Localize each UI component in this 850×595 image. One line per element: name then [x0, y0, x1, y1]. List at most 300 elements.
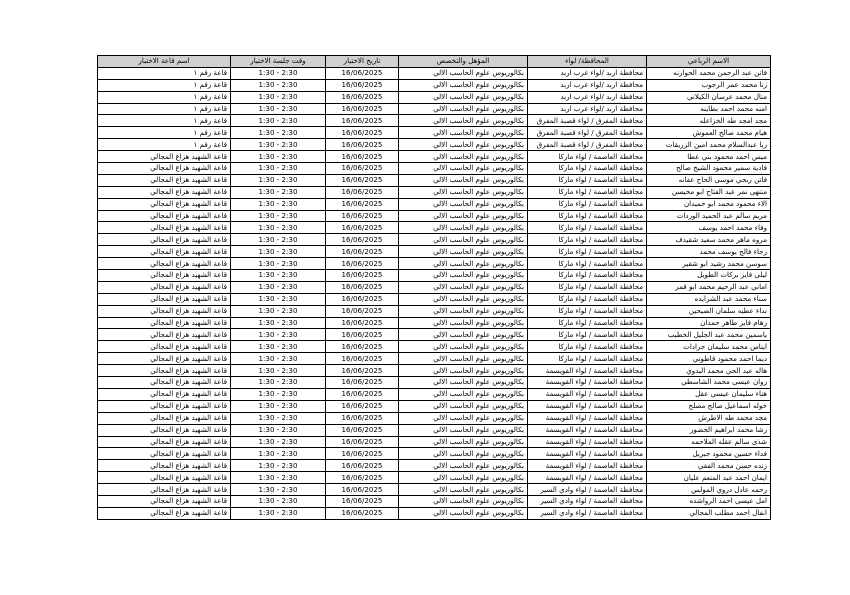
cell-hall: قاعة الشهيد هزاع المجالي — [98, 388, 231, 400]
cell-qualification: بكالوريوس علوم الحاسب الالي — [399, 329, 528, 341]
cell-governorate: محافظة العاصمة / لواء القويسمة — [528, 460, 647, 472]
cell-test-date-value: 16/06/2025 — [341, 246, 383, 256]
cell-name: فاتن عبد الرحمن محمد الحوارنه — [647, 67, 771, 79]
cell-session-time-value: 1:30 - 2:30 — [258, 127, 298, 137]
cell-hall: قاعة الشهيد هزاع المجالي — [98, 234, 231, 246]
cell-test-date-value: 16/06/2025 — [341, 139, 383, 149]
table-row — [98, 67, 771, 79]
cell-test-date — [326, 436, 399, 448]
cell-qualification: بكالوريوس علوم الحاسب الالي — [399, 341, 528, 353]
cell-session-time-value: 1:30 - 2:30 — [258, 115, 298, 125]
cell-session-time-value: 1:30 - 2:30 — [258, 389, 298, 399]
cell-test-date-value: 16/06/2025 — [341, 163, 383, 173]
cell-test-date-value: 16/06/2025 — [341, 187, 383, 197]
cell-session-time — [231, 317, 326, 329]
cell-session-time — [231, 460, 326, 472]
cell-name: هناء سليمان عيسى عقل — [647, 388, 771, 400]
cell-test-date — [326, 174, 399, 186]
cell-name: رحمه عادل دروي المولس — [647, 484, 771, 496]
table-row — [98, 448, 771, 460]
cell-governorate: محافظة العاصمة / لواء القويسمة — [528, 436, 647, 448]
cell-governorate: محافظة العاصمة / لواء القويسمة — [528, 472, 647, 484]
cell-test-date-value: 16/06/2025 — [341, 234, 383, 244]
cell-session-time-value: 1:30 - 2:30 — [258, 163, 298, 173]
cell-test-date-value: 16/06/2025 — [341, 484, 383, 494]
cell-test-date-value: 16/06/2025 — [341, 329, 383, 339]
table-row — [98, 317, 771, 329]
cell-hall: قاعة الشهيد هزاع المجالي — [98, 341, 231, 353]
cell-hall: قاعة الشهيد هزاع المجالي — [98, 460, 231, 472]
cell-session-time — [231, 210, 326, 222]
table-row — [98, 103, 771, 115]
cell-hall: قاعة الشهيد هزاع المجالي — [98, 329, 231, 341]
cell-qualification: بكالوريوس علوم الحاسب الالي — [399, 163, 528, 175]
cell-session-time — [231, 495, 326, 507]
cell-session-time — [231, 412, 326, 424]
cell-session-time — [231, 222, 326, 234]
cell-session-time — [231, 163, 326, 175]
table-row — [98, 460, 771, 472]
cell-session-time-value: 1:30 - 2:30 — [258, 329, 298, 339]
cell-name: ربا عبدالسلام محمد امين الزريقات — [647, 139, 771, 151]
cell-qualification: بكالوريوس علوم الحاسب الالي — [399, 495, 528, 507]
cell-session-time-value: 1:30 - 2:30 — [258, 508, 298, 518]
cell-test-date — [326, 377, 399, 389]
header-governorate: المحافظة/ لواء — [528, 56, 647, 68]
cell-governorate: محافظة العاصمة / لواء ماركا — [528, 305, 647, 317]
cell-governorate: محافظة العاصمة / لواء القويسمة — [528, 412, 647, 424]
header-row — [98, 56, 771, 68]
header-name: الاسم الرباعي — [647, 56, 771, 68]
cell-session-time — [231, 472, 326, 484]
cell-hall: قاعة الشهيد هزاع المجالي — [98, 377, 231, 389]
cell-governorate: محافظة العاصمة / لواء ماركا — [528, 210, 647, 222]
table-row — [98, 495, 771, 507]
cell-test-date — [326, 484, 399, 496]
cell-hall: قاعة الشهيد هزاع المجالي — [98, 163, 231, 175]
cell-name: ياسمين محمد عبد الجليل الخطيب — [647, 329, 771, 341]
cell-session-time-value: 1:30 - 2:30 — [258, 211, 298, 221]
cell-test-date-value: 16/06/2025 — [341, 127, 383, 137]
header-test-date: تاريخ الاختبار — [326, 56, 399, 68]
cell-test-date — [326, 472, 399, 484]
cell-session-time — [231, 365, 326, 377]
cell-test-date — [326, 495, 399, 507]
cell-session-time-value: 1:30 - 2:30 — [258, 92, 298, 102]
table-row — [98, 127, 771, 139]
cell-governorate: محافظة العاصمة / لواء ماركا — [528, 174, 647, 186]
cell-hall: قاعة الشهيد هزاع المجالي — [98, 305, 231, 317]
cell-qualification: بكالوريوس علوم الحاسب الالي — [399, 388, 528, 400]
cell-governorate: محافظة العاصمة / لواء ماركا — [528, 258, 647, 270]
cell-test-date — [326, 91, 399, 103]
cell-session-time-value: 1:30 - 2:30 — [258, 151, 298, 161]
table-row — [98, 234, 771, 246]
cell-name: مجد امجد طه الخزاعله — [647, 115, 771, 127]
cell-qualification: بكالوريوس علوم الحاسب الالي — [399, 103, 528, 115]
table-row — [98, 507, 771, 519]
cell-test-date — [326, 317, 399, 329]
cell-name: مروه ماهر محمد سعيد شقيدف — [647, 234, 771, 246]
cell-session-time-value: 1:30 - 2:30 — [258, 425, 298, 435]
cell-hall: قاعة الشهيد هزاع المجالي — [98, 151, 231, 163]
table-row — [98, 210, 771, 222]
cell-qualification: بكالوريوس علوم الحاسب الالي — [399, 115, 528, 127]
cell-session-time — [231, 91, 326, 103]
cell-governorate: محافظة العاصمة / لواء ماركا — [528, 281, 647, 293]
cell-qualification: بكالوريوس علوم الحاسب الالي — [399, 365, 528, 377]
cell-session-time-value: 1:30 - 2:30 — [258, 377, 298, 387]
cell-session-time — [231, 127, 326, 139]
cell-qualification: بكالوريوس علوم الحاسب الالي — [399, 67, 528, 79]
cell-test-date — [326, 139, 399, 151]
cell-test-date-value: 16/06/2025 — [341, 151, 383, 161]
cell-qualification: بكالوريوس علوم الحاسب الالي — [399, 400, 528, 412]
cell-governorate: محافظة العاصمة / لواء وادي السير — [528, 507, 647, 519]
table-row — [98, 198, 771, 210]
cell-session-time — [231, 103, 326, 115]
cell-test-date — [326, 388, 399, 400]
table-row — [98, 412, 771, 424]
cell-test-date-value: 16/06/2025 — [341, 104, 383, 113]
table-row — [98, 258, 771, 270]
cell-test-date-value: 16/06/2025 — [341, 306, 383, 316]
cell-session-time — [231, 484, 326, 496]
cell-hall: قاعة الشهيد هزاع المجالي — [98, 436, 231, 448]
cell-test-date-value: 16/06/2025 — [341, 377, 383, 387]
cell-test-date-value: 16/06/2025 — [341, 425, 383, 435]
cell-test-date — [326, 424, 399, 436]
cell-name: ميس احمد محمود بني عطا — [647, 151, 771, 163]
table-row — [98, 400, 771, 412]
cell-session-time-value: 1:30 - 2:30 — [258, 460, 298, 470]
cell-name: مريم سالم عبد الحميد الوردات — [647, 210, 771, 222]
cell-test-date-value: 16/06/2025 — [341, 80, 383, 90]
cell-session-time — [231, 436, 326, 448]
cell-governorate: محافظة العاصمة / لواء ماركا — [528, 270, 647, 282]
cell-session-time-value: 1:30 - 2:30 — [258, 258, 298, 268]
cell-qualification: بكالوريوس علوم الحاسب الالي — [399, 317, 528, 329]
cell-qualification: بكالوريوس علوم الحاسب الالي — [399, 353, 528, 365]
cell-qualification: بكالوريوس علوم الحاسب الالي — [399, 258, 528, 270]
cell-test-date-value: 16/06/2025 — [341, 175, 383, 185]
cell-session-time — [231, 341, 326, 353]
table-row — [98, 246, 771, 258]
cell-session-time-value: 1:30 - 2:30 — [258, 282, 298, 292]
cell-session-time — [231, 281, 326, 293]
cell-hall: قاعة الشهيد هزاع المجالي — [98, 353, 231, 365]
exam-schedule-table — [97, 55, 771, 520]
cell-hall: قاعة الشهيد هزاع المجالي — [98, 495, 231, 507]
cell-name: روان عيسى محمد الشاسطي — [647, 377, 771, 389]
cell-qualification: بكالوريوس علوم الحاسب الالي — [399, 234, 528, 246]
table-row — [98, 281, 771, 293]
table-row — [98, 222, 771, 234]
cell-test-date — [326, 305, 399, 317]
cell-name: رشا محمد ابراهيم الحضور — [647, 424, 771, 436]
cell-hall: قاعة الشهيد هزاع المجالي — [98, 270, 231, 282]
cell-test-date — [326, 186, 399, 198]
cell-governorate: محافظة العاصمة / لواء القويسمة — [528, 377, 647, 389]
cell-session-time — [231, 293, 326, 305]
cell-session-time-value: 1:30 - 2:30 — [258, 139, 298, 149]
cell-qualification: بكالوريوس علوم الحاسب الالي — [399, 293, 528, 305]
table-row — [98, 388, 771, 400]
cell-governorate: محافظة العاصمة / لواء ماركا — [528, 293, 647, 305]
cell-test-date-value: 16/06/2025 — [341, 282, 383, 292]
cell-qualification: بكالوريوس علوم الحاسب الالي — [399, 174, 528, 186]
table-row — [98, 151, 771, 163]
cell-name: نداء عطيه سلمان الصيحين — [647, 305, 771, 317]
cell-qualification: بكالوريوس علوم الحاسب الالي — [399, 484, 528, 496]
cell-governorate: محافظة المفرق / لواء قصبة المفرق — [528, 139, 647, 151]
cell-test-date — [326, 365, 399, 377]
cell-session-time-value: 1:30 - 2:30 — [258, 199, 298, 209]
cell-name: زنده حسن محمد الفقي — [647, 460, 771, 472]
cell-name: زنا محمد عمر الرجوب — [647, 79, 771, 91]
cell-session-time — [231, 305, 326, 317]
cell-name: ايمان احمد عبد المنعم عليان — [647, 472, 771, 484]
cell-qualification: بكالوريوس علوم الحاسب الالي — [399, 222, 528, 234]
cell-session-time — [231, 115, 326, 127]
cell-governorate: محافظة العاصمة / لواء القويسمة — [528, 365, 647, 377]
cell-qualification: بكالوريوس علوم الحاسب الالي — [399, 460, 528, 472]
cell-qualification: بكالوريوس علوم الحاسب الالي — [399, 281, 528, 293]
cell-name: انفال احمد مطلب المجالي — [647, 507, 771, 519]
cell-session-time — [231, 198, 326, 210]
cell-name: الاء محمود محمد ابو حميدان — [647, 198, 771, 210]
cell-test-date — [326, 460, 399, 472]
cell-governorate: محافظة اربد /لواء غرب اربد — [528, 103, 647, 115]
cell-test-date-value: 16/06/2025 — [341, 401, 383, 411]
cell-session-time — [231, 234, 326, 246]
table-row — [98, 174, 771, 186]
cell-test-date-value: 16/06/2025 — [341, 496, 383, 506]
cell-test-date — [326, 412, 399, 424]
cell-qualification: بكالوريوس علوم الحاسب الالي — [399, 377, 528, 389]
cell-qualification: بكالوريوس علوم الحاسب الالي — [399, 436, 528, 448]
cell-hall: قاعة رقم ١ — [98, 79, 231, 91]
cell-session-time-value: 1:30 - 2:30 — [258, 353, 298, 363]
cell-governorate: محافظة المفرق / لواء قصبة المفرق — [528, 127, 647, 139]
table-row — [98, 377, 771, 389]
cell-test-date-value: 16/06/2025 — [341, 115, 383, 125]
cell-hall: قاعة الشهيد هزاع المجالي — [98, 472, 231, 484]
cell-hall: قاعة الشهيد هزاع المجالي — [98, 198, 231, 210]
cell-governorate: محافظة اربد /لواء غرب اربد — [528, 67, 647, 79]
cell-qualification: بكالوريوس علوم الحاسب الالي — [399, 472, 528, 484]
cell-hall: قاعة الشهيد هزاع المجالي — [98, 400, 231, 412]
cell-name: امنه محمد احمد بطاينه — [647, 103, 771, 115]
cell-hall: قاعة رقم ١ — [98, 103, 231, 115]
header-qualification: المؤهل والتخصص — [399, 56, 528, 68]
cell-test-date-value: 16/06/2025 — [341, 365, 383, 375]
cell-test-date-value: 16/06/2025 — [341, 448, 383, 458]
cell-qualification: بكالوريوس علوم الحاسب الالي — [399, 79, 528, 91]
cell-governorate: محافظة العاصمة / لواء ماركا — [528, 246, 647, 258]
cell-session-time — [231, 388, 326, 400]
table-row — [98, 163, 771, 175]
cell-test-date — [326, 281, 399, 293]
cell-test-date — [326, 341, 399, 353]
cell-governorate: محافظة العاصمة / لواء ماركا — [528, 186, 647, 198]
cell-test-date-value: 16/06/2025 — [341, 68, 383, 78]
cell-name: فادية سمير محمود الشيخ صالح — [647, 163, 771, 175]
cell-session-time — [231, 246, 326, 258]
header-hall: اسم قاعة الاختبار — [98, 56, 231, 68]
cell-session-time-value: 1:30 - 2:30 — [258, 401, 298, 411]
cell-session-time-value: 1:30 - 2:30 — [258, 496, 298, 506]
cell-test-date — [326, 79, 399, 91]
cell-qualification: بكالوريوس علوم الحاسب الالي — [399, 91, 528, 103]
cell-governorate: محافظة العاصمة / لواء ماركا — [528, 317, 647, 329]
cell-name: فداء حسين محمود جبريل — [647, 448, 771, 460]
cell-hall: قاعة رقم ١ — [98, 127, 231, 139]
cell-qualification: بكالوريوس علوم الحاسب الالي — [399, 424, 528, 436]
cell-hall: قاعة الشهيد هزاع المجالي — [98, 174, 231, 186]
cell-test-date-value: 16/06/2025 — [341, 389, 383, 399]
cell-name: ايناس محمد سليمان جرادات — [647, 341, 771, 353]
table-row — [98, 436, 771, 448]
table-row — [98, 270, 771, 282]
cell-hall: قاعة الشهيد هزاع المجالي — [98, 258, 231, 270]
cell-test-date-value: 16/06/2025 — [341, 92, 383, 102]
cell-governorate: محافظة العاصمة / لواء ماركا — [528, 151, 647, 163]
cell-session-time — [231, 186, 326, 198]
cell-test-date — [326, 163, 399, 175]
cell-session-time-value: 1:30 - 2:30 — [258, 472, 298, 482]
cell-governorate: محافظة اربد /لواء غرب اربد — [528, 91, 647, 103]
cell-session-time-value: 1:30 - 2:30 — [258, 413, 298, 423]
cell-session-time — [231, 139, 326, 151]
cell-qualification: بكالوريوس علوم الحاسب الالي — [399, 186, 528, 198]
table-row — [98, 353, 771, 365]
cell-test-date-value: 16/06/2025 — [341, 413, 383, 423]
cell-test-date-value: 16/06/2025 — [341, 270, 383, 280]
cell-name: شذى سالم عقله الملاحمه — [647, 436, 771, 448]
cell-hall: قاعة الشهيد هزاع المجالي — [98, 365, 231, 377]
cell-session-time-value: 1:30 - 2:30 — [258, 448, 298, 458]
cell-session-time-value: 1:30 - 2:30 — [258, 436, 298, 446]
table-body — [98, 56, 771, 520]
cell-session-time-value: 1:30 - 2:30 — [258, 484, 298, 494]
cell-test-date-value: 16/06/2025 — [341, 199, 383, 209]
cell-qualification: بكالوريوس علوم الحاسب الالي — [399, 270, 528, 282]
cell-name: خوله اسماعيل صالح مصلح — [647, 400, 771, 412]
cell-governorate: محافظة العاصمة / لواء ماركا — [528, 329, 647, 341]
cell-test-date-value: 16/06/2025 — [341, 353, 383, 363]
table-row — [98, 329, 771, 341]
cell-governorate: محافظة العاصمة / لواء ماركا — [528, 341, 647, 353]
cell-governorate: محافظة العاصمة / لواء القويسمة — [528, 388, 647, 400]
cell-test-date — [326, 151, 399, 163]
cell-hall: قاعة الشهيد هزاع المجالي — [98, 281, 231, 293]
cell-hall: قاعة الشهيد هزاع المجالي — [98, 424, 231, 436]
cell-test-date-value: 16/06/2025 — [341, 222, 383, 232]
cell-hall: قاعة الشهيد هزاع المجالي — [98, 484, 231, 496]
cell-session-time-value: 1:30 - 2:30 — [258, 234, 298, 244]
cell-test-date — [326, 246, 399, 258]
cell-session-time — [231, 151, 326, 163]
cell-hall: قاعة الشهيد هزاع المجالي — [98, 222, 231, 234]
cell-name: ديما احمد محمود قاطوني — [647, 353, 771, 365]
cell-session-time-value: 1:30 - 2:30 — [258, 187, 298, 197]
table-row — [98, 472, 771, 484]
cell-governorate: محافظة العاصمة / لواء ماركا — [528, 234, 647, 246]
cell-test-date — [326, 103, 399, 115]
cell-session-time-value: 1:30 - 2:30 — [258, 270, 298, 280]
cell-test-date-value: 16/06/2025 — [341, 460, 383, 470]
cell-governorate: محافظة اربد /لواء غرب اربد — [528, 79, 647, 91]
cell-hall: قاعة الشهيد هزاع المجالي — [98, 186, 231, 198]
cell-qualification: بكالوريوس علوم الحاسب الالي — [399, 198, 528, 210]
cell-test-date — [326, 198, 399, 210]
cell-qualification: بكالوريوس علوم الحاسب الالي — [399, 507, 528, 519]
cell-governorate: محافظة العاصمة / لواء ماركا — [528, 353, 647, 365]
cell-hall: قاعة الشهيد هزاع المجالي — [98, 448, 231, 460]
cell-name: رهام فايز طاهر حمدان — [647, 317, 771, 329]
cell-name: منال محمد عرسان الكيلاني — [647, 91, 771, 103]
table-row — [98, 186, 771, 198]
cell-test-date — [326, 329, 399, 341]
cell-session-time — [231, 400, 326, 412]
cell-hall: قاعة الشهيد هزاع المجالي — [98, 412, 231, 424]
cell-test-date — [326, 234, 399, 246]
cell-test-date — [326, 270, 399, 282]
cell-hall: قاعة الشهيد هزاع المجالي — [98, 210, 231, 222]
cell-test-date — [326, 448, 399, 460]
table-row — [98, 115, 771, 127]
table-row — [98, 365, 771, 377]
cell-governorate: محافظة المفرق / لواء قصبة المفرق — [528, 115, 647, 127]
cell-test-date — [326, 293, 399, 305]
cell-session-time-value: 1:30 - 2:30 — [258, 68, 298, 78]
cell-test-date-value: 16/06/2025 — [341, 318, 383, 328]
cell-session-time-value: 1:30 - 2:30 — [258, 104, 298, 113]
cell-qualification: بكالوريوس علوم الحاسب الالي — [399, 412, 528, 424]
cell-hall: قاعة رقم ١ — [98, 139, 231, 151]
cell-session-time — [231, 377, 326, 389]
cell-qualification: بكالوريوس علوم الحاسب الالي — [399, 210, 528, 222]
cell-governorate: محافظة العاصمة / لواء وادي السير — [528, 495, 647, 507]
table-row — [98, 139, 771, 151]
cell-test-date-value: 16/06/2025 — [341, 472, 383, 482]
table-row — [98, 305, 771, 317]
cell-qualification: بكالوريوس علوم الحاسب الالي — [399, 151, 528, 163]
cell-test-date — [326, 115, 399, 127]
cell-governorate: محافظة العاصمة / لواء ماركا — [528, 222, 647, 234]
cell-qualification: بكالوريوس علوم الحاسب الالي — [399, 139, 528, 151]
cell-session-time — [231, 448, 326, 460]
cell-qualification: بكالوريوس علوم الحاسب الالي — [399, 448, 528, 460]
cell-test-date — [326, 210, 399, 222]
cell-name: ليلى فايز بركات الطويل — [647, 270, 771, 282]
cell-session-time — [231, 507, 326, 519]
cell-hall: قاعة رقم ١ — [98, 91, 231, 103]
cell-session-time — [231, 270, 326, 282]
cell-session-time-value: 1:30 - 2:30 — [258, 80, 298, 90]
cell-name: هيام محمد صالح العموش — [647, 127, 771, 139]
cell-session-time — [231, 67, 326, 79]
cell-name: سوسن محمد رشيد ابو شقير — [647, 258, 771, 270]
cell-session-time-value: 1:30 - 2:30 — [258, 306, 298, 316]
table-row — [98, 424, 771, 436]
cell-name: رجاء فالح يوسف محمد — [647, 246, 771, 258]
cell-name: منتهى نمر عبد الفتاح ابو محيسن — [647, 186, 771, 198]
cell-governorate: محافظة العاصمة / لواء ماركا — [528, 198, 647, 210]
table-row — [98, 91, 771, 103]
cell-session-time — [231, 424, 326, 436]
